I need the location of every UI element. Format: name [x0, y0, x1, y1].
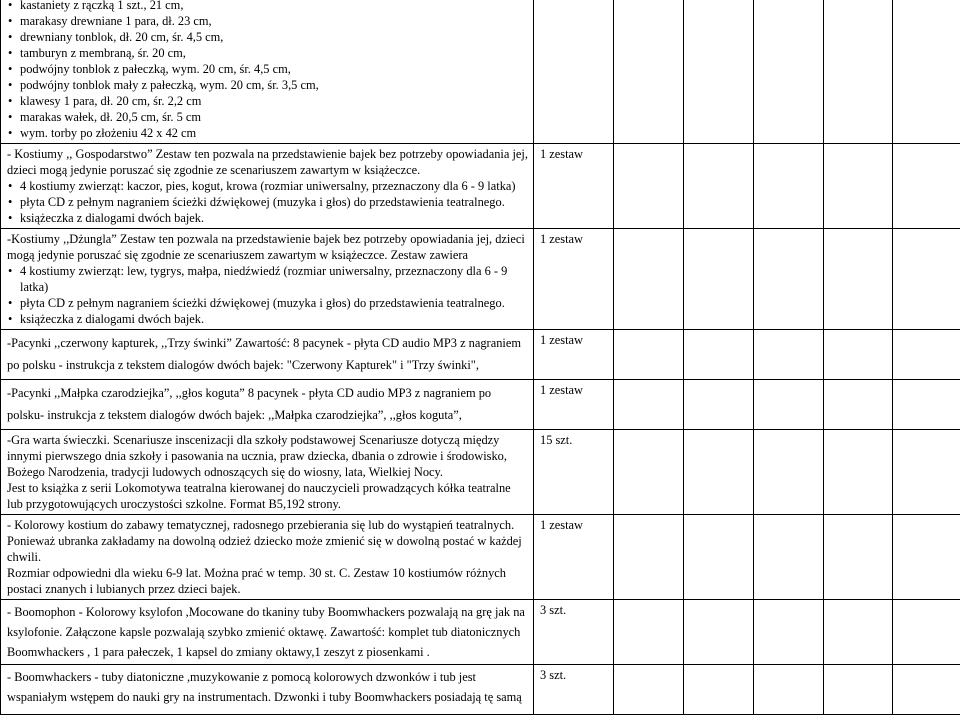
- description-cell: [1, 144, 534, 229]
- empty-cell: [684, 229, 754, 330]
- list-item: • podwójny tonblok mały z pałeczką, wym. 20 cm, śr. 3,5 cm,: [7, 77, 529, 93]
- item-description: -Pacynki ,,Małpka czarodziejka”, ,,głos koguta” 8 pacynek - płyta CD audio MP3 z nagraniem po polsku- instrukcja z tekstem dialogów dwóch bajek: ,,Małpka czarodziejka”, ,,głos koguta”,: [7, 382, 529, 426]
- description-cell: [1, 0, 534, 144]
- table-row: [1, 144, 960, 229]
- empty-cell: [824, 430, 893, 515]
- empty-cell: [684, 380, 754, 430]
- empty-cell: [824, 665, 893, 715]
- empty-cell: [754, 380, 824, 430]
- empty-cell: [824, 0, 893, 144]
- item-description: - Boomwhackers - tuby diatoniczne ,muzykowanie z pomocą kolorowych dzwonków i tub jest wspaniałym wstępem do nauki gry na instrumentach. Dzwonki i tuby Boomwhackers posiadają tę samą: [7, 667, 529, 707]
- quantity-cell: 1 zestaw: [534, 380, 614, 430]
- empty-cell: [754, 144, 824, 229]
- list-item: • 4 kostiumy zwierząt: kaczor, pies, kogut, krowa (rozmiar uniwersalny, przeznaczony dla 6 - 9 latka): [7, 178, 529, 194]
- empty-cell: [614, 229, 684, 330]
- empty-cell: [893, 430, 960, 515]
- empty-cell: [684, 600, 754, 665]
- empty-cell: [754, 330, 824, 380]
- empty-cell: [893, 380, 960, 430]
- list-item: • wym. torby po złożeniu 42 x 42 cm: [7, 125, 529, 141]
- quantity-cell: 1 zestaw: [534, 144, 614, 229]
- empty-cell: [754, 229, 824, 330]
- empty-cell: [614, 665, 684, 715]
- table-row: [1, 0, 960, 144]
- description-cell: [1, 430, 534, 515]
- list-item: • płyta CD z pełnym nagraniem ścieżki dźwiękowej (muzyka i głos) do przedstawienia teatralnego.: [7, 295, 529, 311]
- empty-cell: [824, 600, 893, 665]
- empty-cell: [824, 330, 893, 380]
- quantity-cell: 1 zestaw: [534, 229, 614, 330]
- item-description: - Boomophon - Kolorowy ksylofon ,Mocowane do tkaniny tuby Boomwhackers pozwalają na grę jak na ksylofonie. Załączone kapsle pozwalają szybko zmienić oktawę. Zawartość: komplet tub diatonicznych Boomwhackers , 1 para pałeczek, 1 kapsel do zmiany oktawy,1 zeszyt z piosenkami .: [7, 602, 529, 662]
- list-item: • tamburyn z membraną, śr. 20 cm,: [7, 45, 529, 61]
- empty-cell: [614, 144, 684, 229]
- empty-cell: [754, 0, 824, 144]
- empty-cell: [893, 330, 960, 380]
- list-item: • 4 kostiumy zwierząt: lew, tygrys, małpa, niedźwiedź (rozmiar uniwersalny, przeznaczony dla 6 - 9 latka): [7, 263, 529, 295]
- table-row: [1, 330, 960, 380]
- list-item: • podwójny tonblok z pałeczką, wym. 20 cm, śr. 4,5 cm,: [7, 61, 529, 77]
- table-row: [1, 380, 960, 430]
- list-item: • książeczka z dialogami dwóch bajek.: [7, 311, 529, 327]
- item-description: -Kostiumy ,,Dżungla” Zestaw ten pozwala na przedstawienie bajek bez potrzeby opowiadania jej, dzieci mogą jedynie poruszać się zgodnie ze scenariuszem zawartym w książeczce. Zestaw zawiera: [7, 231, 529, 263]
- empty-cell: [614, 600, 684, 665]
- empty-cell: [684, 144, 754, 229]
- list-item: • płyta CD z pełnym nagraniem ścieżki dźwiękowej (muzyka i głos) do przedstawienia teatralnego.: [7, 194, 529, 210]
- description-cell: [1, 665, 534, 715]
- empty-cell: [893, 0, 960, 144]
- table-row: [1, 600, 960, 665]
- quantity-cell: 1 zestaw: [534, 515, 614, 600]
- empty-cell: [824, 515, 893, 600]
- description-cell: [1, 515, 534, 600]
- description-cell: [1, 330, 534, 380]
- empty-cell: [614, 515, 684, 600]
- empty-cell: [614, 430, 684, 515]
- item-description: - Kolorowy kostium do zabawy tematycznej, radosnego przebierania się lub do wystąpień teatralnych. Ponieważ ubranka zakładamy na dowolną odzież dziecko może zmienić się w dowolną postać w każdej chwili.: [7, 517, 529, 565]
- empty-cell: [684, 330, 754, 380]
- list-item: • klawesy 1 para, dł. 20 cm, śr. 2,2 cm: [7, 93, 529, 109]
- empty-cell: [754, 430, 824, 515]
- table-row: [1, 229, 960, 330]
- quantity-cell: 15 szt.: [534, 430, 614, 515]
- quantity-cell: 1 zestaw: [534, 330, 614, 380]
- empty-cell: [824, 380, 893, 430]
- description-cell: [1, 600, 534, 665]
- table-row: [1, 665, 960, 715]
- item-description-continued: Jest to książka z serii Lokomotywa teatralna kierowanej do nauczycieli prowadzących kółka teatralne lub przygotowujących uroczystości szkolne. Format B5,192 strony.: [7, 480, 529, 512]
- list-item: • marakasy drewniane 1 para, dł. 23 cm,: [7, 13, 529, 29]
- empty-cell: [614, 380, 684, 430]
- empty-cell: [893, 665, 960, 715]
- empty-cell: [893, 144, 960, 229]
- item-description: -Gra warta świeczki. Scenariusze inscenizacji dla szkoły podstawowej Scenariusze dotyczą między innymi pierwszego dnia szkoły i pasowania na ucznia, praw dziecka, dbania o zdrowie i środowisko, Bożego Narodzenia, tradycji ludowych odnoszących się do wiosny, lata, Wielkiej Nocy.: [7, 432, 529, 480]
- empty-cell: [684, 665, 754, 715]
- list-item: • kastaniety z rączką 1 szt., 21 cm,: [7, 0, 529, 13]
- list-item: • drewniany tonblok, dł. 20 cm, śr. 4,5 cm,: [7, 29, 529, 45]
- table-row: [1, 430, 960, 515]
- empty-cell: [684, 0, 754, 144]
- item-description: - Kostiumy ,, Gospodarstwo” Zestaw ten pozwala na przedstawienie bajek bez potrzeby opowiadania jej, dzieci mogą jedynie poruszać się zgodnie ze scenariuszem zawartym w książeczce.: [7, 146, 529, 178]
- empty-cell: [893, 515, 960, 600]
- empty-cell: [824, 229, 893, 330]
- quantity-cell: 3 szt.: [534, 600, 614, 665]
- empty-cell: [684, 515, 754, 600]
- empty-cell: [893, 229, 960, 330]
- empty-cell: [614, 0, 684, 144]
- item-description: -Pacynki ,,czerwony kapturek, ,,Trzy świnki” Zawartość: 8 pacynek - płyta CD audio MP3 z nagraniem po polsku - instrukcja z tekstem dialogów dwóch bajek: "Czerwony Kapturek" i "Trzy świnki",: [7, 332, 529, 376]
- empty-cell: [684, 430, 754, 515]
- description-cell: [1, 229, 534, 330]
- list-item: • marakas wałek, dł. 20,5 cm, śr. 5 cm: [7, 109, 529, 125]
- empty-cell: [614, 330, 684, 380]
- empty-cell: [754, 600, 824, 665]
- empty-cell: [754, 665, 824, 715]
- empty-cell: [893, 600, 960, 665]
- empty-cell: [754, 515, 824, 600]
- description-cell: [1, 380, 534, 430]
- quantity-cell: [534, 0, 614, 144]
- table-row: [1, 515, 960, 600]
- empty-cell: [824, 144, 893, 229]
- quantity-cell: 3 szt.: [534, 665, 614, 715]
- list-item: • książeczka z dialogami dwóch bajek.: [7, 210, 529, 226]
- item-description-continued: Rozmiar odpowiedni dla wieku 6-9 lat. Można prać w temp. 30 st. C. Zestaw 10 kostiumów różnych postaci znanych i lubianych przez dzieci bajek.: [7, 565, 529, 597]
